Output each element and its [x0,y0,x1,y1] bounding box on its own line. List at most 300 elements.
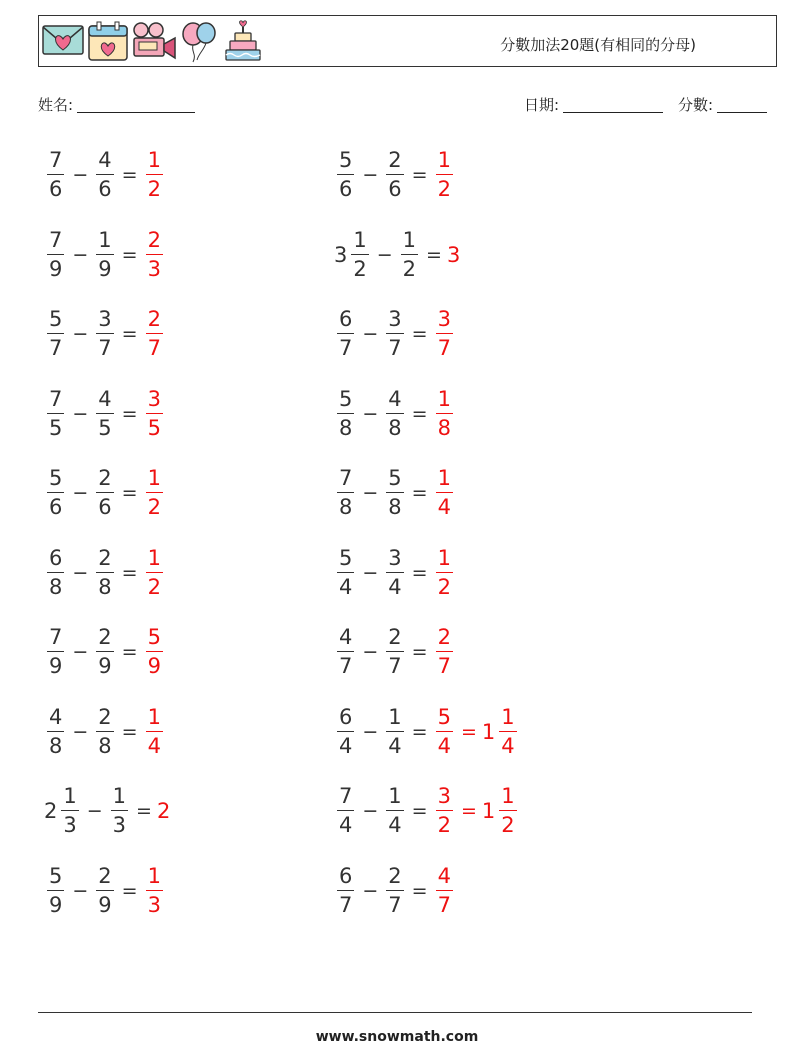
fraction [386,309,403,359]
denominator: 4 [386,810,403,836]
operand-b [93,704,116,758]
equals-sign: = [411,720,428,743]
denominator: 5 [96,413,113,439]
fraction [386,545,403,599]
fraction [436,863,453,917]
operand-a [334,786,357,836]
equals-sign: = [460,800,477,822]
denominator: 2 [146,572,163,598]
fraction [47,863,64,917]
numerator: 4 [49,704,63,729]
operand-b [383,545,406,599]
numerator: 5 [147,625,161,649]
answer-term [143,309,166,359]
numerator: 1 [147,545,161,570]
numerator: 3 [437,307,451,331]
calendar-heart-icon [87,20,129,62]
operator: − [72,482,89,504]
denominator: 3 [111,810,128,836]
denominator: 2 [436,810,453,836]
answer [447,243,461,267]
denominator: 4 [436,492,453,518]
denominator: 2 [436,572,453,598]
answer-term [143,386,166,440]
operator: − [72,323,89,345]
fraction [47,627,64,677]
denominator: 7 [337,890,354,916]
operand-b [383,386,406,440]
fraction [146,150,163,200]
operand-a [334,545,357,599]
denominator: 8 [386,492,403,518]
answer-term [433,386,456,440]
denominator: 7 [96,333,113,359]
operand-b [93,227,116,281]
equals-sign: = [460,720,477,743]
denominator: 5 [146,413,163,439]
fraction [146,704,163,758]
score-label: 分數: [678,96,714,114]
fraction [401,227,418,281]
problem-15 [44,700,166,764]
whole-number: 1 [481,799,496,823]
numerator: 5 [339,386,353,411]
denominator: 7 [386,651,403,677]
date-blank[interactable] [563,96,663,113]
operand-a [334,468,357,518]
numerator: 4 [98,148,112,172]
fraction [436,704,453,758]
fraction [337,704,354,758]
equals-sign: = [121,482,138,504]
denominator: 7 [436,651,453,677]
fraction [436,627,453,677]
problem-1 [44,143,166,207]
equals-sign: = [411,323,428,345]
numerator: 6 [339,704,353,729]
numerator: 2 [388,148,402,172]
numerator: 1 [388,784,402,808]
denominator: 7 [47,333,64,359]
answer [143,309,166,359]
denominator: 9 [146,651,163,677]
operand-b [383,704,406,758]
answer [143,227,166,281]
whole-number: 3 [446,242,461,267]
numerator: 3 [147,386,161,411]
whole-number: 2 [44,799,58,823]
operator: − [86,800,103,822]
denominator: 6 [386,174,403,200]
fraction [47,468,64,518]
whole-number: 1 [481,719,496,744]
equals-sign: = [121,720,138,743]
numerator: 4 [98,386,112,411]
love-letter-icon [42,20,84,60]
equals-sign: = [411,879,428,902]
fraction [47,704,64,758]
denominator: 8 [436,413,453,439]
numerator: 1 [147,466,161,490]
equals-sign: = [121,323,138,345]
name-field [38,94,195,115]
fraction [436,386,453,440]
operand-a [44,704,67,758]
numerator: 6 [49,545,63,570]
denominator: 4 [386,731,403,757]
equals-sign: = [121,164,138,186]
numerator: 5 [49,466,63,490]
answer-term [433,863,456,917]
denominator: 9 [96,651,113,677]
denominator: 4 [146,731,163,757]
denominator: 7 [386,333,403,359]
numerator: 2 [437,625,451,649]
operator: − [362,402,379,425]
fraction [386,786,403,836]
answer-term [433,786,456,836]
fraction [96,386,113,440]
fraction [337,150,354,200]
fraction [96,627,113,677]
numerator: 1 [437,545,451,570]
fraction [351,227,368,281]
operand-b [93,468,116,518]
problem-5 [44,302,166,366]
equals-sign: = [411,641,428,663]
fraction [146,227,163,281]
denominator: 4 [337,731,354,757]
fraction [337,786,354,836]
numerator: 2 [147,307,161,331]
answer-term [481,704,520,758]
answer-term [433,545,456,599]
date-field [524,94,663,115]
fraction [96,704,113,758]
operator: − [362,164,379,186]
denominator: 6 [47,174,64,200]
denominator: 5 [47,413,64,439]
answer [143,545,166,599]
numerator: 1 [98,227,112,252]
numerator: 6 [339,863,353,888]
numerator: 6 [339,307,353,331]
fraction [47,150,64,200]
fraction [436,309,453,359]
problem-13 [44,620,166,684]
fraction [337,627,354,677]
fraction [499,786,516,836]
numerator: 2 [98,704,112,729]
equals-sign: = [121,879,138,902]
problem-14 [334,620,456,684]
problem-8 [334,382,456,446]
answer-term [433,150,456,200]
numerator: 2 [98,625,112,649]
fraction [436,786,453,836]
operand-a [334,704,357,758]
fraction [386,627,403,677]
answer [433,545,456,599]
numerator: 7 [339,784,353,808]
fraction [111,786,128,836]
operand-b [93,627,116,677]
name-blank[interactable] [77,96,195,113]
numerator: 1 [112,784,127,808]
fraction [436,150,453,200]
fraction [386,468,403,518]
problem-16 [334,700,520,764]
fraction [47,545,64,599]
whole-number: 3 [334,242,348,267]
fraction [337,468,354,518]
operand-b [383,627,406,677]
answer [143,386,166,440]
equals-sign: = [121,402,138,425]
fraction [96,309,113,359]
operand-a [334,386,357,440]
operand-a [44,468,67,518]
answer [143,627,166,677]
operand-a [334,309,357,359]
numerator: 5 [49,863,63,888]
operator: − [72,243,89,266]
operand-b [93,863,116,917]
answer-term [143,545,166,599]
denominator: 4 [386,572,403,598]
denominator: 4 [337,572,354,598]
numerator: 2 [388,625,402,649]
fraction [436,468,453,518]
operand-a [334,627,357,677]
numerator: 7 [49,625,63,649]
numerator: 7 [49,227,63,252]
problem-11 [44,541,166,605]
fraction [47,309,64,359]
operand-a [44,863,67,917]
operand-a [334,150,357,200]
equals-sign: = [121,561,138,584]
answer [433,309,456,359]
fraction [146,386,163,440]
answer-term [143,150,166,200]
denominator: 6 [337,174,354,200]
fraction [386,863,403,917]
denominator: 9 [96,254,113,280]
denominator: 9 [47,651,64,677]
numerator: 1 [147,148,161,172]
answer-term [433,468,456,518]
numerator: 5 [339,148,353,172]
numerator: 1 [402,227,417,252]
answer [157,799,171,823]
problem-7 [44,382,166,446]
denominator: 4 [436,731,453,757]
operator: − [362,561,379,584]
numerator: 3 [388,307,402,331]
problem-10 [334,461,456,525]
fraction [146,863,163,917]
denominator: 7 [436,890,453,916]
operator: − [362,879,379,902]
operand-b [93,309,116,359]
operand-a [44,150,67,200]
numerator: 3 [98,307,112,331]
answer [143,863,166,917]
operator: − [362,720,379,743]
fraction [47,227,64,281]
fraction [386,704,403,758]
birthday-cake-icon [223,20,263,64]
score-blank[interactable] [717,96,767,113]
denominator: 8 [337,492,354,518]
operand-b [398,227,421,281]
numerator: 1 [353,227,367,252]
fraction [337,309,354,359]
problem-20 [334,859,456,923]
fraction [337,863,354,917]
numerator: 7 [49,148,63,172]
denominator: 4 [337,810,354,836]
operand-b [93,545,116,599]
denominator: 9 [47,254,64,280]
problem-3 [44,223,166,287]
whole-number: 2 [156,799,171,823]
operand-a [44,309,67,359]
answer-term [447,243,461,267]
worksheet-header [38,15,777,67]
denominator: 8 [337,413,354,439]
numerator: 5 [339,545,353,570]
operand-b [383,863,406,917]
answer [143,468,166,518]
answer [433,863,456,917]
numerator: 7 [339,466,353,490]
numerator: 1 [147,704,161,729]
fraction [96,150,113,200]
operator: − [362,641,379,663]
denominator: 6 [96,492,113,518]
fraction [146,468,163,518]
denominator: 7 [146,333,163,359]
denominator: 8 [47,731,64,757]
problem-17 [44,779,171,843]
worksheet-title: 分數加法20題(有相同的分母) [500,36,696,54]
fraction [96,545,113,599]
denominator: 2 [436,174,453,200]
denominator: 2 [499,810,516,836]
operator: − [72,641,89,663]
answer [433,786,520,836]
denominator: 9 [47,890,64,916]
equals-sign: = [121,641,138,663]
operand-a [44,545,67,599]
fraction [337,386,354,440]
denominator: 7 [337,651,354,677]
denominator: 6 [96,174,113,200]
operator: − [362,323,379,345]
equals-sign: = [411,482,428,504]
numerator: 2 [98,466,112,490]
equals-sign: = [136,800,152,822]
answer-term [143,468,166,518]
balloons-icon [179,20,219,64]
numerator: 4 [339,625,353,649]
fraction [499,704,516,758]
numerator: 1 [501,704,515,729]
denominator: 4 [499,731,516,757]
fraction [146,627,163,677]
operand-b [93,150,116,200]
name-label: 姓名: [38,96,74,114]
operand-a [44,227,67,281]
operand-b [383,309,406,359]
answer [433,627,456,677]
answer [433,150,456,200]
problem-2 [334,143,456,207]
answer-term [157,799,171,823]
equals-sign: = [121,243,138,266]
answer-term [143,227,166,281]
fraction [96,468,113,518]
equals-sign: = [411,561,428,584]
numerator: 1 [63,784,77,808]
denominator: 2 [146,174,163,200]
denominator: 9 [96,890,113,916]
operand-a [334,227,372,281]
movie-camera-icon [131,20,177,62]
date-label: 日期: [524,96,560,114]
denominator: 2 [351,254,368,280]
operator: − [72,879,89,902]
operator: − [376,243,393,266]
numerator: 2 [98,545,112,570]
numerator: 5 [49,307,63,331]
operand-a [44,386,67,440]
answer [433,468,456,518]
denominator: 7 [436,333,453,359]
equals-sign: = [411,800,428,822]
numerator: 5 [437,704,451,729]
numerator: 1 [501,784,515,808]
fraction [337,545,354,599]
denominator: 3 [146,254,163,280]
numerator: 1 [437,386,451,411]
denominator: 3 [61,810,78,836]
numerator: 3 [388,545,402,570]
answer-term [433,309,456,359]
fraction [146,545,163,599]
numerator: 1 [437,466,451,490]
numerator: 2 [147,227,161,252]
fraction [146,309,163,359]
score-field [678,94,767,115]
fraction [436,545,453,599]
numerator: 2 [98,863,112,888]
problem-19 [44,859,166,923]
denominator: 7 [337,333,354,359]
numerator: 1 [437,148,451,172]
operator: − [72,720,89,743]
numerator: 3 [437,784,451,808]
denominator: 7 [386,890,403,916]
answer [143,150,166,200]
problem-9 [44,461,166,525]
fraction [96,863,113,917]
denominator: 3 [146,890,163,916]
operand-a [44,627,67,677]
operand-b [383,150,406,200]
